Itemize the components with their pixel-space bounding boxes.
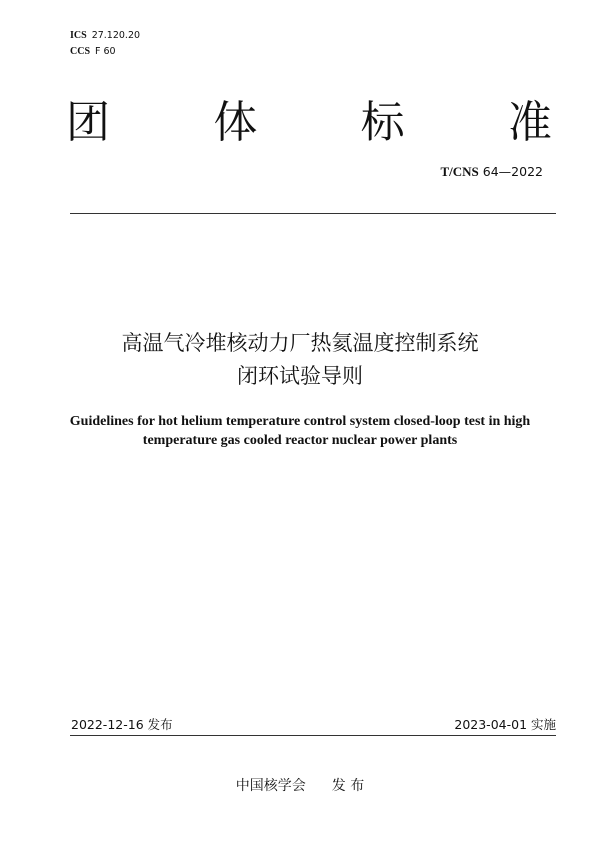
english-title (40, 412, 560, 450)
issuer-action: 发 布 (331, 778, 365, 794)
implement-date: 2023-04-01 实施 (454, 717, 556, 732)
english-title-line-2: temperature gas cooled reactor nuclear power plants (142, 433, 458, 448)
ics-label: ICS (70, 30, 87, 41)
standard-type-char: 准 (507, 97, 552, 148)
footer-divider (70, 735, 556, 736)
standard-type-char: 标 (360, 97, 405, 148)
ccs-value: F 60 (95, 46, 116, 57)
issuer-name: 中国核学会 (235, 778, 306, 794)
ics-line (70, 28, 140, 44)
standard-type-heading (66, 98, 552, 148)
standard-number (441, 164, 544, 180)
english-title-line-1: Guidelines for hot helium temperature control system closed-loop test in high (69, 414, 531, 429)
issuer-line (0, 775, 600, 795)
chinese-title (40, 327, 560, 393)
publish-date: 2022-12-16 发布 (71, 717, 173, 732)
ccs-line (70, 44, 140, 60)
standard-number-prefix: T/CNS (440, 164, 479, 179)
standard-type-char: 体 (213, 97, 258, 148)
chinese-title-line-1: 高温气冷堆核动力厂热氦温度控制系统 (121, 331, 479, 355)
header-divider (70, 213, 556, 214)
standard-number-value: 64—2022 (482, 164, 543, 179)
ics-value: 27.120.20 (91, 30, 141, 41)
classification-block (70, 28, 140, 60)
standard-type-char: 团 (66, 97, 110, 148)
ccs-label: CCS (70, 46, 91, 57)
chinese-title-line-2: 闭环试验导则 (237, 364, 363, 388)
